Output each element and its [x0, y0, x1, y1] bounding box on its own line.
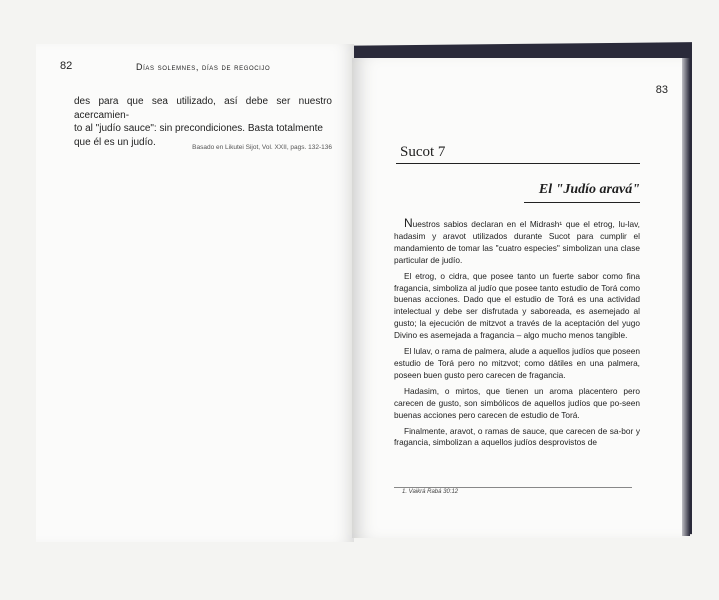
page-number-left: 82: [60, 60, 73, 72]
text-line: to al "judío sauce": sin precondiciones. Basta totalmente: [74, 123, 323, 134]
drop-cap: N: [404, 216, 413, 230]
text-line: que él es un judío.: [74, 136, 156, 148]
footnote-rule: [394, 487, 632, 488]
left-page-text: [74, 95, 332, 149]
left-page: [36, 44, 354, 542]
body-text: [394, 218, 640, 453]
chapter-rule: [396, 163, 640, 164]
source-note: Basado en Likutei Sijot, Vol. XXII, pags. 132-136: [192, 144, 332, 151]
footnote: 1. Vaikrá Rabá 30:12: [402, 489, 459, 495]
right-page: [352, 58, 682, 538]
page-number-right: 83: [655, 84, 668, 96]
paragraph-text: uestros sabios declaran en el Midrash¹ que el etrog, lu-lav, hadasim y aravot utilizados durante Sucot para cumplir el mandamiento de tomar las "cuatro especies" simbolizan una clase particular de judío.: [394, 219, 640, 265]
paragraph: [394, 218, 640, 267]
section-title: El "Judío aravá": [538, 182, 640, 197]
book-page-edge: [682, 58, 690, 536]
section-rule: [524, 202, 640, 203]
running-head: Días solemnes, días de regocijo: [136, 62, 271, 72]
paragraph: El etrog, o cidra, que posee tanto un fuerte sabor como fina fragancia, simboliza al judío que posee tanto estudio de Torá como buenas acciones. Dado que el estudio de Torá es una actividad intelectual y debe ser disfrutada y saboreada, es asemejado al gusto; la ejecución de mitzvot a través de la aceptación del yugo Divino es asemejada a fragancia – algo mucho menos tangible.: [394, 270, 640, 341]
paragraph: Hadasim, o mirtos, que tienen un aroma placentero pero carecen de gusto, son simbólicos de aquellos judíos que po-seen buenas acciones pero carecen de estudio de Torá.: [394, 385, 640, 420]
paragraph: El lulav, o rama de palmera, alude a aquellos judíos que poseen estudio de Torá pero no mitzvot; como dátiles en una palmera, poseen buen gusto pero carecen de fragancia.: [394, 346, 640, 380]
text-line: des para que sea utilizado, así debe ser nuestro acercamien-: [74, 96, 332, 121]
chapter-title: Sucot 7: [400, 144, 446, 160]
paragraph: Finalmente, aravot, o ramas de sauce, que carecen de sa-bor y fragancia, simbolizan a aquellos judíos desprovistos de: [394, 425, 640, 448]
